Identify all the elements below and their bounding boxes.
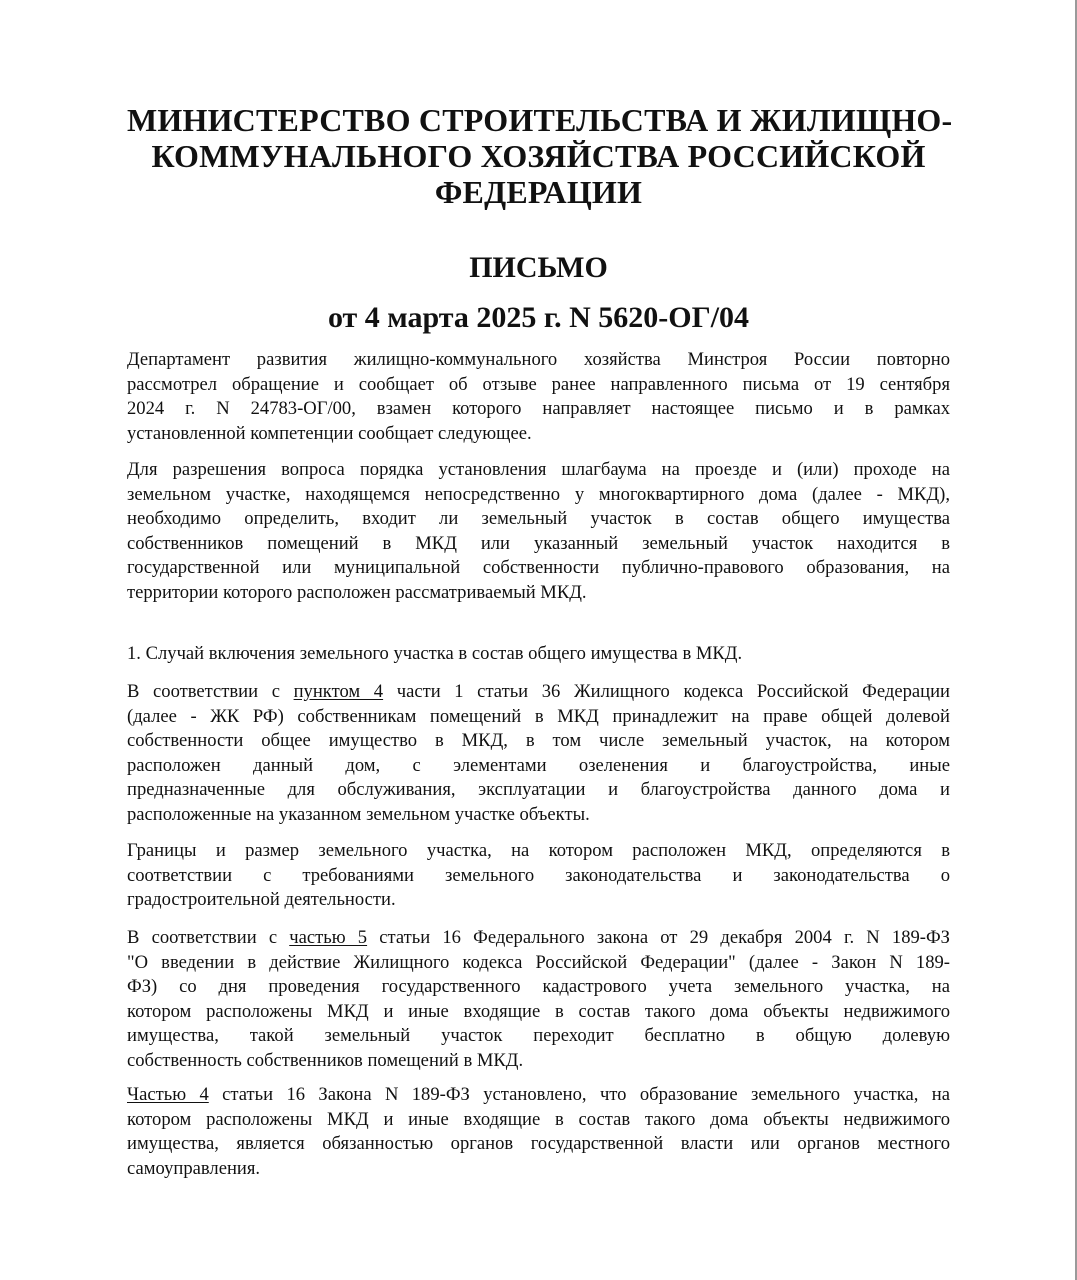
text-line: земельном участке, находящемся непосредственно у многоквартирного дома (далее - МКД), <box>127 483 950 505</box>
text-line: котором расположены МКД и иные входящие в состав такого дома объекты недвижимого <box>127 1000 950 1022</box>
text-line: государственной или муниципальной собственности публично-правового образования, на <box>127 557 950 579</box>
text-line: Для разрешения вопроса порядка установления шлагбаума на проезде и (или) проходе на <box>127 459 950 480</box>
document-type-heading: ПИСЬМО <box>469 251 608 284</box>
text-line: необходимо определить, входит ли земельный участок в состав общего имущества <box>127 508 950 530</box>
text-line: расположен данный дом, с элементами озеленения и благоустройства, иные <box>127 754 950 776</box>
link-punkt-4[interactable]: пунктом 4 <box>293 681 384 702</box>
text-line <box>127 1083 950 1108</box>
text-line <box>127 680 950 705</box>
text-fragment: В соответствии с <box>127 681 294 702</box>
text-line: территории которого расположен рассматриваемый МКД. <box>127 581 587 603</box>
part-4-paragraph <box>127 1083 950 1181</box>
ministry-title-line: КОММУНАЛЬНОГО ХОЗЯЙСТВА РОССИЙСКОЙ <box>151 138 926 174</box>
text-line: 1. Случай включения земельного участка в состав общего имущества в МКД. <box>127 643 743 664</box>
text-line: собственности общее имущество в МКД, в том числе земельный участок, на котором <box>127 730 950 752</box>
text-line: имущества, такой земельный участок переходит бесплатно в общую долевую <box>127 1025 950 1047</box>
text-line: установленной компетенции сообщает следующее. <box>127 422 532 444</box>
text-line: имущества, является обязанностью органов государственной власти или органов местного <box>127 1133 950 1155</box>
text-line: предназначенные для обслуживания, эксплуатации и благоустройства данного дома и <box>127 779 950 801</box>
text-line: собственность собственников помещений в МКД. <box>127 1049 524 1071</box>
text-fragment: В соответствии с <box>127 927 290 948</box>
text-line: ФЗ) со дня проведения государственного кадастрового учета земельного участка, на <box>127 976 950 998</box>
text-fragment: статьи 16 Федерального закона от 29 декабря 2004 г. N 189-ФЗ <box>367 927 950 948</box>
text-line: "О введении в действие Жилищного кодекса Российской Федерации" (далее - Закон N 189- <box>127 951 950 973</box>
text-line: 2024 г. N 24783-ОГ/00, взамен которого направляет настоящее письмо и в рамках <box>127 398 950 420</box>
link-chast-5[interactable]: частью 5 <box>289 927 368 948</box>
section-1-heading <box>127 642 950 667</box>
intro-paragraph <box>127 348 950 446</box>
question-paragraph <box>127 458 950 606</box>
text-line: соответствии с требованиями земельного законодательства и законодательства о <box>127 864 950 886</box>
text-line: рассмотрел обращение и сообщает об отзыве ранее направленного письма от 19 сентября <box>127 373 950 395</box>
text-fragment: части 1 статьи 36 Жилищного кодекса Российской Федерации <box>383 681 950 702</box>
text-line: собственников помещений в МКД или указанный земельный участок находится в <box>127 532 950 554</box>
land-borders-paragraph <box>127 839 950 913</box>
ministry-title-line: ФЕДЕРАЦИИ <box>434 174 643 210</box>
text-fragment: статьи 16 Закона N 189-ФЗ установлено, что образование земельного участка, на <box>208 1084 950 1105</box>
housing-code-paragraph <box>127 680 950 828</box>
text-line: самоуправления. <box>127 1157 261 1179</box>
law-189fz-paragraph <box>127 926 950 1074</box>
text-line <box>127 926 950 951</box>
text-line: расположенные на указанном земельном участке объекты. <box>127 803 590 825</box>
text-line: Департамент развития жилищно-коммунального хозяйства Минстроя России повторно <box>127 349 950 370</box>
ministry-title-line: МИНИСТЕРСТВО СТРОИТЕЛЬСТВА И ЖИЛИЩНО- <box>127 102 953 138</box>
text-line: градостроительной деятельности. <box>127 889 396 911</box>
document-date-number: от 4 марта 2025 г. N 5620-ОГ/04 <box>327 301 750 334</box>
link-chastyu-4[interactable]: Частью 4 <box>127 1084 209 1105</box>
text-line: котором расположены МКД и иные входящие в состав такого дома объекты недвижимого <box>127 1108 950 1130</box>
text-line: Границы и размер земельного участка, на котором расположен МКД, определяются в <box>127 840 950 861</box>
ministry-title <box>127 102 953 210</box>
text-line: (далее - ЖК РФ) собственникам помещений в МКД принадлежит на праве общей долевой <box>127 705 950 727</box>
